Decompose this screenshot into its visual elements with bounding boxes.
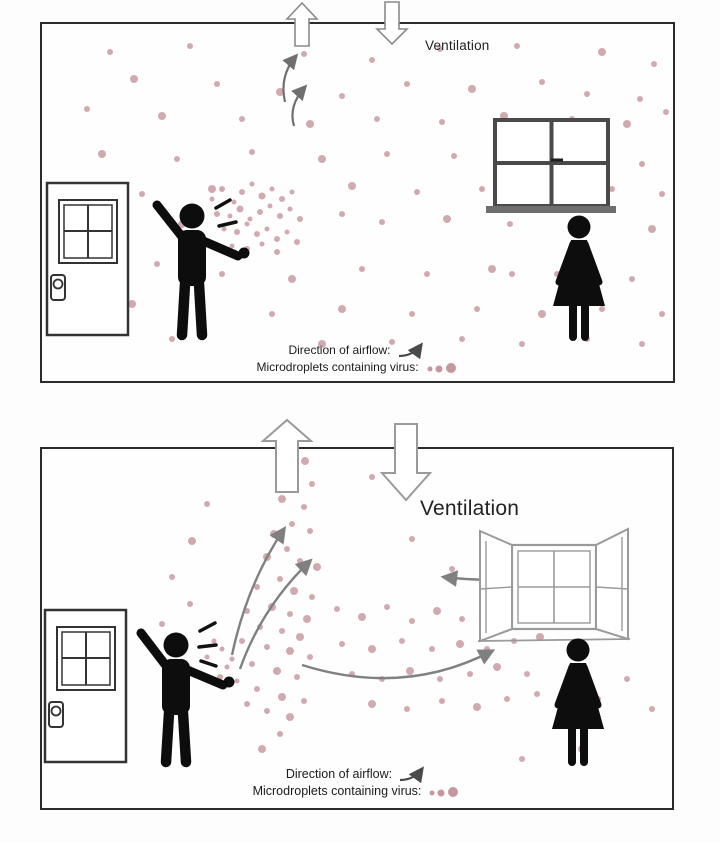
droplet — [294, 674, 300, 680]
open-window-icon — [478, 529, 630, 641]
droplet — [205, 655, 210, 660]
droplet — [210, 197, 215, 202]
droplet — [274, 249, 280, 255]
droplet — [264, 708, 270, 714]
droplet — [339, 93, 345, 99]
door-icon — [45, 610, 126, 762]
droplet — [98, 150, 106, 158]
droplet — [187, 601, 193, 607]
closed-window-icon — [486, 120, 616, 213]
droplet — [287, 611, 293, 617]
legend-droplets-label: Microdroplets containing virus: — [256, 360, 419, 374]
droplet — [204, 501, 210, 507]
droplet — [429, 646, 435, 652]
droplet — [269, 311, 275, 317]
droplet — [214, 211, 220, 217]
droplet — [277, 213, 283, 219]
curved-arrow-icon — [397, 341, 427, 359]
droplet — [313, 563, 321, 571]
droplet — [409, 536, 415, 542]
droplet — [294, 239, 300, 245]
droplet — [303, 615, 311, 623]
droplet — [306, 120, 314, 128]
droplet — [374, 116, 380, 122]
droplet — [301, 698, 307, 704]
droplet — [307, 654, 313, 660]
droplet — [270, 187, 275, 192]
droplet — [404, 706, 410, 712]
droplet — [623, 120, 631, 128]
droplet — [212, 639, 217, 644]
droplet — [473, 703, 481, 711]
door-icon — [47, 183, 128, 335]
droplet — [443, 215, 451, 223]
droplet — [384, 151, 390, 157]
droplet — [409, 311, 415, 317]
legend-droplets-row — [253, 783, 462, 800]
droplet — [290, 587, 298, 595]
droplet — [289, 521, 295, 527]
droplet — [84, 106, 90, 112]
droplet — [624, 676, 630, 682]
vent-down-arrow-icon — [382, 424, 430, 500]
droplet — [208, 185, 216, 193]
droplet-dots-icon — [427, 785, 461, 799]
droplet — [451, 153, 457, 159]
droplet — [290, 190, 295, 195]
droplet — [230, 657, 235, 662]
legend-airflow-row — [286, 765, 428, 783]
legend-droplets-label: Microdroplets containing virus: — [252, 784, 422, 798]
droplet — [254, 686, 260, 692]
legend — [42, 341, 673, 376]
vent-down-arrow-icon — [377, 2, 407, 44]
droplet — [301, 504, 307, 510]
droplet — [279, 628, 285, 634]
woman-icon — [553, 216, 605, 338]
droplet — [259, 193, 266, 200]
droplet — [309, 481, 315, 487]
droplet — [219, 186, 225, 192]
panel2-scene — [42, 449, 672, 808]
droplet — [424, 271, 430, 277]
droplet — [368, 700, 376, 708]
droplet — [651, 61, 657, 67]
droplet — [174, 156, 180, 162]
droplet — [234, 229, 240, 235]
droplet — [368, 645, 376, 653]
droplet — [107, 49, 113, 55]
droplet — [449, 566, 455, 572]
droplet — [433, 607, 441, 615]
droplet — [239, 116, 245, 122]
droplet — [493, 663, 501, 671]
droplet — [467, 671, 473, 677]
droplet — [260, 242, 265, 247]
droplet — [139, 191, 145, 197]
legend-airflow-label: Direction of airflow: — [285, 766, 393, 781]
droplet — [257, 209, 263, 215]
droplet — [648, 225, 656, 233]
droplet — [409, 618, 415, 624]
droplet — [244, 701, 250, 707]
droplet — [232, 200, 237, 205]
droplet — [584, 91, 590, 97]
droplet — [359, 266, 365, 272]
droplet — [514, 43, 520, 49]
droplet — [599, 306, 605, 312]
droplet — [406, 667, 414, 675]
droplet — [301, 457, 309, 465]
droplet — [339, 211, 345, 217]
droplet — [288, 207, 293, 212]
droplet — [504, 696, 510, 702]
legend-droplets-row — [256, 359, 458, 376]
droplet — [437, 676, 443, 682]
room-panel-open-window — [40, 447, 674, 810]
droplet — [519, 756, 525, 762]
droplet — [254, 231, 260, 237]
droplet — [399, 638, 405, 644]
curved-arrow-icon — [398, 765, 428, 783]
droplet — [484, 646, 490, 652]
droplet — [456, 640, 464, 648]
ventilation-label: Ventilation — [425, 38, 490, 53]
droplet — [309, 594, 315, 600]
droplet — [235, 679, 240, 684]
droplet — [222, 227, 227, 232]
droplet — [228, 214, 233, 219]
droplet — [384, 604, 390, 610]
droplet — [274, 236, 280, 242]
droplet — [219, 271, 225, 277]
droplet — [369, 474, 375, 480]
droplet — [524, 671, 530, 677]
droplet — [225, 665, 230, 670]
droplet — [629, 276, 635, 282]
droplet — [214, 81, 220, 87]
droplet — [468, 85, 476, 93]
droplet — [278, 693, 286, 701]
droplet — [270, 530, 278, 538]
droplet — [237, 206, 244, 213]
droplet — [369, 57, 375, 63]
legend — [42, 765, 672, 800]
droplet — [188, 537, 196, 545]
speaking-man-icon — [141, 633, 235, 763]
droplet — [154, 261, 160, 267]
ventilation-label: Ventilation — [420, 497, 520, 520]
droplet — [474, 306, 480, 312]
droplet — [268, 204, 273, 209]
droplet — [245, 222, 250, 227]
droplet — [639, 161, 645, 167]
droplet — [479, 186, 485, 192]
droplet — [249, 661, 255, 667]
droplet — [534, 691, 540, 697]
airflow-arrows — [283, 56, 305, 126]
droplet — [264, 644, 270, 650]
droplet — [284, 546, 290, 552]
droplet — [439, 119, 445, 125]
room-panel-closed-window — [40, 22, 675, 383]
droplet — [169, 574, 175, 580]
droplet — [507, 221, 513, 227]
droplet — [187, 43, 193, 49]
droplet — [334, 606, 340, 612]
droplet — [258, 745, 266, 753]
droplet — [285, 230, 290, 235]
droplet — [286, 647, 294, 655]
droplet — [538, 310, 546, 318]
droplet — [439, 698, 445, 704]
droplet — [159, 621, 165, 627]
droplet — [358, 613, 366, 621]
droplet — [250, 182, 255, 187]
droplet — [637, 96, 643, 102]
droplet — [297, 558, 303, 564]
droplet — [488, 265, 496, 273]
droplet — [338, 305, 346, 313]
droplet — [339, 641, 345, 647]
droplet — [158, 112, 166, 120]
droplet — [296, 633, 304, 641]
droplet — [598, 48, 606, 56]
droplet-dots-icon — [425, 361, 459, 375]
droplet — [239, 189, 245, 195]
droplet — [239, 638, 245, 644]
droplet — [265, 227, 270, 232]
droplet — [404, 81, 410, 87]
droplet — [249, 149, 255, 155]
droplet — [414, 189, 420, 195]
droplet — [659, 191, 665, 197]
droplet — [248, 217, 253, 222]
droplet — [297, 216, 303, 222]
vent-up-arrow-icon — [287, 3, 317, 46]
droplet — [459, 616, 465, 622]
droplet — [649, 706, 655, 712]
speech-lines-icon — [199, 623, 216, 666]
droplet — [348, 182, 356, 190]
droplet — [509, 271, 515, 277]
droplet — [273, 667, 281, 675]
droplet — [301, 51, 307, 57]
droplet — [220, 647, 225, 652]
droplet — [279, 196, 285, 202]
legend-airflow-label: Direction of airflow: — [288, 342, 391, 357]
droplet — [663, 109, 669, 115]
panel1-scene — [42, 24, 673, 381]
legend-airflow-row — [288, 341, 426, 359]
droplet — [277, 731, 283, 737]
droplet — [286, 713, 294, 721]
droplet — [659, 311, 665, 317]
droplet — [539, 79, 545, 85]
vent-up-arrow-icon — [263, 420, 311, 492]
droplet — [130, 75, 138, 83]
droplet — [288, 275, 296, 283]
droplet — [278, 495, 286, 503]
droplet — [307, 528, 313, 534]
woman-icon — [552, 639, 604, 763]
droplet — [277, 576, 283, 582]
droplet — [318, 155, 326, 163]
droplet — [379, 219, 385, 225]
